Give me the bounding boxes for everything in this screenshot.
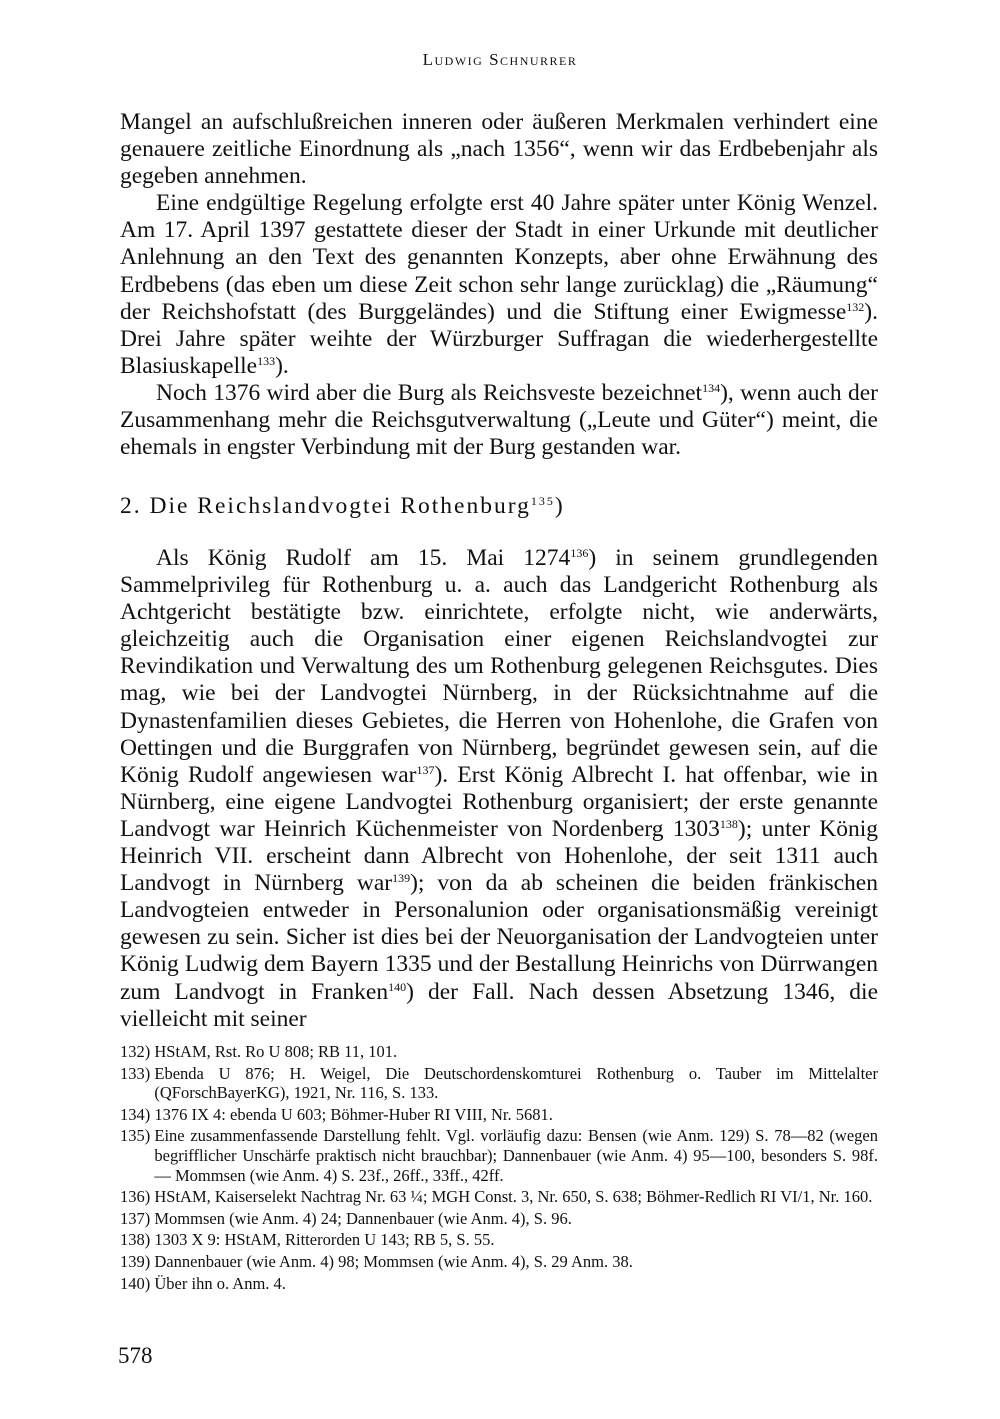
footnote-number: 134) [120,1104,151,1124]
footnote-text: Mommsen (wie Anm. 4) 24; Dannenbauer (wie Anm. 4), S. 96. [154,1208,572,1228]
paragraph-4-part-4: ); unter König Heinrich VII. erscheint dann Albrecht von Hohenlohe, der seit 1311 auch Landvogt in Nürnberg war [120,815,878,897]
paragraph-4-part-5: ); von da ab scheinen die beiden fränkischen Landvogteien entweder in Personalunion oder organisationsmäßig vereinigt gewesen zu sein. Sicher ist dies bei der Neuorganisation der Landvogteien unter König Ludwig dem Bayern 1335 und der Bestallung Heinrichs von Dürrwangen zum Landvogt in Franken [120,870,878,1005]
footnote-ref-133[interactable]: 133 [257,353,276,368]
footnote-ref-138[interactable]: 138 [719,816,738,831]
footnote-number: 137) [120,1208,151,1228]
footnote-ref-135[interactable]: 135 [530,494,555,508]
footnote-text: HStAM, Kaiserselekt Nachtrag Nr. 63 ¼; MGH Const. 3, Nr. 650, S. 638; Böhmer-Redlich RI VI/1, Nr. 160. [154,1187,873,1207]
section-2-text [120,545,878,1033]
footnote-133 [120,1064,878,1103]
footnote-text: 1303 X 9: HStAM, Ritterorden U 143; RB 5, S. 55. [154,1230,495,1250]
paragraph-3-part-a: Noch 1376 wird aber die Burg als Reichsveste bezeichnet [156,379,703,406]
footnote-ref-132[interactable]: 132 [846,299,865,314]
paragraph-4-part-6: ) der Fall. Nach dessen Absetzung 1346, die vielleicht mit seiner [120,978,878,1032]
footnote-text: Über ihn o. Anm. 4. [154,1273,286,1293]
footnote-ref-137[interactable]: 137 [416,762,435,777]
paragraph-2 [120,190,878,380]
paragraph-2-part-b: ). Drei Jahre später weihte der Würzburger Suffragan die wiederhergestellte Blasiuskapelle [120,298,878,379]
section-1-text [120,109,878,461]
footnote-text: 1376 IX 4: ebenda U 603; Böhmer-Huber RI VIII, Nr. 5681. [154,1104,553,1124]
running-header: Ludwig Schnurrer [422,50,578,69]
footnote-ref-139[interactable]: 139 [392,871,411,886]
paragraph-2-part-c: ). [275,352,289,379]
footnote-135 [120,1126,878,1185]
footnote-number: 135) [120,1126,151,1146]
paragraph-4-part-3: ). Erst König Albrecht I. hat offenbar, wie in Nürnberg, eine eigene Landvogtei Rothenburg organisiert; der erste genannte Landvogt war Heinrich Küchenmeister von Nordenberg 1303 [120,761,878,842]
paragraph-4-part-1: Als König Rudolf am 15. Mai 1274 [156,545,571,571]
section-2-heading [120,493,565,520]
footnote-139 [120,1252,878,1272]
footnote-ref-140[interactable]: 140 [388,979,407,994]
paragraph-3 [120,380,878,461]
footnote-number: 138) [120,1230,151,1250]
footnote-number: 133) [120,1063,151,1083]
footnote-text: Eine zusammenfassende Darstellung fehlt. Vgl. vorläufig dazu: Bensen (wie Anm. 129) S. 78—82 (wegen begrifflicher Unschärfe praktisch nicht brauchbar); Dannenbauer (wie Anm. 4) 95—100, besonders S. 98f. — Mommsen (wie Anm. 4) S. 23f., 26ff., 33ff., 42ff. [154,1126,878,1185]
paragraph-2-part-a: Eine endgültige Regelung erfolgte erst 40 Jahre später unter König Wenzel. Am 17. April 1397 gestattete dieser der Stadt in einer Urkunde mit deutlicher Anlehnung an den Text des genannten Konzepts, aber ohne Erwähnung des Erdbebens (das eben um diese Zeit schon sehr lange zurücklag) die „Räumung“ der Reichshofstatt (des Burggeländes) und die Stiftung einer Ewigmesse [120,190,878,325]
page-number: 578 [118,1343,153,1368]
footnote-140 [120,1274,878,1294]
footnote-text: Dannenbauer (wie Anm. 4) 98; Mommsen (wie Anm. 4), S. 29 Anm. 38. [154,1251,633,1271]
footnote-138 [120,1230,878,1250]
footnote-text: Ebenda U 876; H. Weigel, Die Deutschordenskomturei Rothenburg o. Tauber im Mittelalter (QForschBayerKG), 1921, Nr. 116, S. 133. [154,1063,878,1103]
footnote-number: 140) [120,1273,151,1293]
footnote-134 [120,1105,878,1125]
section-2-title: 2. Die Reichslandvogtei Rothenburg [120,493,531,519]
paragraph-4 [120,545,878,1033]
footnote-number: 136) [120,1187,151,1207]
paragraph-4-part-2: ) in seinem grundlegenden Sammelprivileg für Rothenburg u. a. auch das Landgericht Rothenburg als Achtgericht bestätigte bzw. einrichtete, erfolgte nicht, wie anderwärts, gleichzeitig auch die Organisation einer eigenen Reichslandvogtei zur Revindikation und Verwaltung des um Rothenburg gelegenen Reichsgutes. Dies mag, wie bei der Landvogtei Nürnberg, in der Rücksichtnahme auf die Dynastenfamilien dieses Gebietes, die Herren von Hohenlohe, die Grafen von Oettingen und die Burggrafen von Nürnberg, begründet gewesen sein, auf die König Rudolf angewiesen war [120,545,878,788]
footnotes [120,1042,878,1293]
footnote-number: 132) [120,1042,151,1061]
footnote-136 [120,1187,878,1207]
footnote-number: 139) [120,1251,151,1271]
paragraph-3-part-b: ), wenn auch der Zusammenhang mehr die Reichsgutverwaltung („Leute und Güter“) meint, die ehemals in engster Verbindung mit der Burg gestanden war. [120,379,878,461]
paragraph-1: Mangel an aufschlußreichen inneren oder äußeren Merkmalen verhindert eine genauere zeitliche Einordnung als „nach 1356“, wenn wir das Erdbebenjahr als gegeben annehmen. [120,109,878,190]
footnote-ref-134[interactable]: 134 [702,380,721,395]
footnote-132 [120,1042,878,1062]
footnote-ref-136[interactable]: 136 [570,546,589,560]
footnote-text: HStAM, Rst. Ro U 808; RB 11, 101. [154,1042,398,1061]
section-2-title-close: ) [554,493,565,519]
footnote-137 [120,1209,878,1229]
